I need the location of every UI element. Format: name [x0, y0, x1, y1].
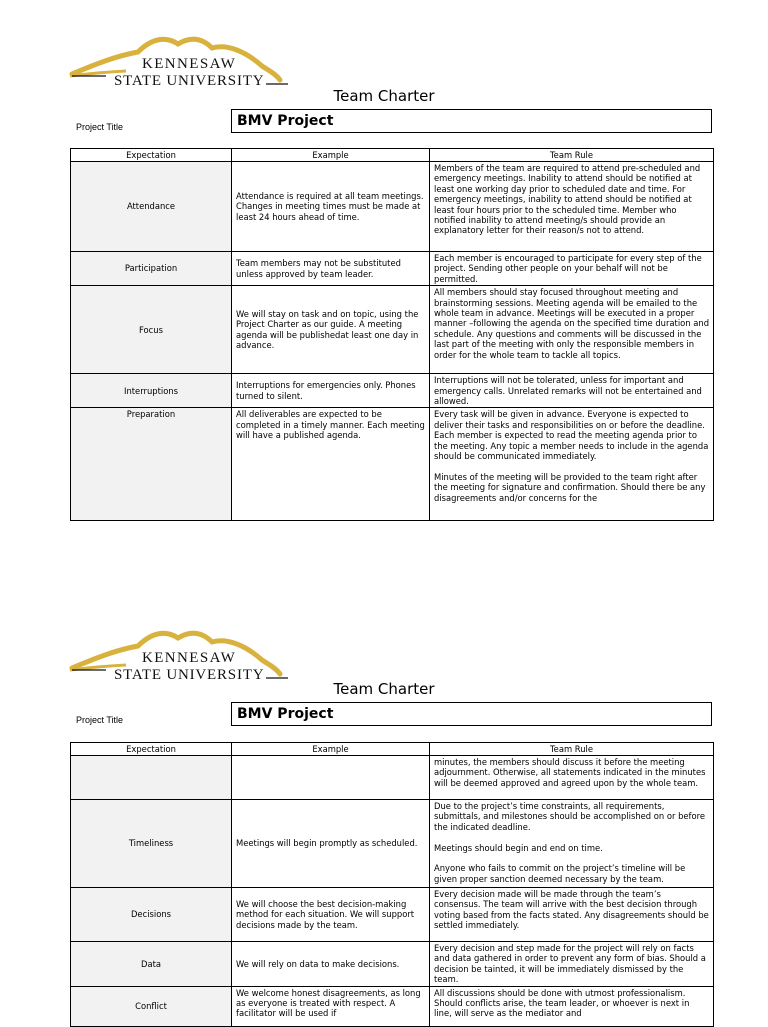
table-row: [71, 252, 714, 286]
expectation-cell: Interruptions: [71, 374, 232, 408]
expectation-cell: Data: [71, 942, 232, 987]
page-title: Team Charter: [333, 87, 435, 105]
project-title-value: BMV Project: [237, 706, 334, 722]
example-cell: Meetings will begin promptly as scheduled.: [232, 800, 430, 888]
team-rule-cell: All members should stay focused throughout meeting and brainstorming sessions. Meeting agenda will be emailed to the whole team in advance. Meetings will be executed in a proper manner –following the agenda on the specified time duration and schedule. Any questions and comments will be discussed in the last part of the meeting with only the responsible members in order for the whole team to tackle all topics.: [430, 286, 714, 374]
team-rule-text: Every task will be given in advance. Everyone is expected to deliver their tasks and responsibilities on or before the deadline. Each member is expected to read the meeting agenda prior to the meeting. Any topic a member needs to include in the agenda should be communicated immediately. Minutes of the meeting will be provided to the team right after the meeting for signature and confirmation. Should there be any disagreements and/or concerns for the: [434, 409, 709, 503]
charter-table: [70, 742, 714, 1027]
team-rule-cell: minutes, the members should discuss it before the meeting adjournment. Otherwise, all statements indicated in the minutes will be deemed approved and agreed upon by the whole team.: [430, 756, 714, 800]
charter-table: [70, 148, 714, 521]
ksu-logo: [66, 628, 296, 684]
team-rule-cell: [430, 408, 714, 521]
project-title-label: Project Title: [76, 122, 124, 132]
team-rule-cell: Due to the project’s time constraints, all requirements, submittals, and milestones should be accomplished on or before the indicated deadline. Meetings should begin and end on time. Anyone who fails to commit on the project’s timeline will be given proper sanction deemed necessary by the team.: [430, 800, 714, 888]
expectation-cell: Decisions: [71, 888, 232, 942]
example-cell: We will choose the best decision-making method for each situation. We will support decisions made by the team.: [232, 888, 430, 942]
expectation-cell: Focus: [71, 286, 232, 374]
project-title-label: Project Title: [76, 715, 124, 725]
table-row: [71, 888, 714, 942]
page-title: Team Charter: [333, 680, 435, 698]
expectation-cell: [71, 756, 232, 800]
header-team-rule: Team Rule: [430, 149, 714, 162]
example-cell: [232, 986, 430, 1026]
team-rule-cell: Every decision and step made for the project will rely on facts and data gathered in order to prevent any form of bias. Should a decision be tainted, it will be immediately dismissed by the team.: [430, 942, 714, 987]
table-row: [71, 162, 714, 252]
project-title-field: [231, 702, 712, 726]
logo-line-1: KENNESAW: [142, 56, 237, 72]
table-row: [71, 942, 714, 987]
table-row: [71, 408, 714, 521]
project-title-field: [231, 109, 712, 133]
ksu-logo: [66, 34, 296, 90]
team-rule-cell: Interruptions will not be tolerated, unless for important and emergency calls. Unrelated remarks will not be entertained and allowed.: [430, 374, 714, 408]
team-rule-cell: [430, 986, 714, 1026]
logo-line-2: STATE UNIVERSITY: [114, 73, 265, 89]
team-rule-cell: Every decision made will be made through the team’s consensus. The team will arrive with the best decision through voting based from the facts stated. Any disagreements should be settled immediately.: [430, 888, 714, 942]
header-example: Example: [232, 743, 430, 756]
table-header-row: [71, 743, 714, 756]
logo-line-1: KENNESAW: [142, 650, 237, 666]
charter-page-2: [0, 594, 768, 1024]
expectation-cell: Attendance: [71, 162, 232, 252]
example-cell: We will rely on data to make decisions.: [232, 942, 430, 987]
example-cell: Team members may not be substituted unless approved by team leader.: [232, 252, 430, 286]
header-expectation: Expectation: [71, 743, 232, 756]
table-row: [71, 374, 714, 408]
expectation-cell: Participation: [71, 252, 232, 286]
example-text: We welcome honest disagreements, as long as everyone is treated with respect. A facilitator will be used if: [236, 987, 421, 1019]
team-rule-text: All discussions should be done with utmost professionalism. Should conflicts arise, the team leader, or whoever is next in line, will serve as the mediator and: [434, 987, 690, 1019]
header-team-rule: Team Rule: [430, 743, 714, 756]
logo-line-2: STATE UNIVERSITY: [114, 667, 265, 683]
example-cell: We will stay on task and on topic, using the Project Charter as our guide. A meeting agenda will be publishedat least one day in advance.: [232, 286, 430, 374]
example-cell: Attendance is required at all team meetings. Changes in meeting times must be made at least 24 hours ahead of time.: [232, 162, 430, 252]
project-title-value: BMV Project: [237, 113, 334, 129]
table-row: [71, 756, 714, 800]
header-example: Example: [232, 149, 430, 162]
header-expectation: Expectation: [71, 149, 232, 162]
example-cell: All deliverables are expected to be completed in a timely manner. Each meeting will have a published agenda.: [232, 408, 430, 521]
table-row: [71, 286, 714, 374]
table-header-row: [71, 149, 714, 162]
table-row: [71, 986, 714, 1026]
team-rule-cell: Each member is encouraged to participate for every step of the project. Sending other people on your behalf will not be permitted.: [430, 252, 714, 286]
expectation-cell: Timeliness: [71, 800, 232, 888]
expectation-cell: Preparation: [71, 408, 232, 521]
example-cell: [232, 756, 430, 800]
expectation-cell: Conflict: [71, 986, 232, 1026]
example-cell: Interruptions for emergencies only. Phones turned to silent.: [232, 374, 430, 408]
team-rule-cell: Members of the team are required to attend pre-scheduled and emergency meetings. Inability to attend should be notified at least one working day prior to scheduled date and time. For emergency meetings, inability to attend should be notified at least four hours prior to the scheduled time. Member who notified inability to attend meeting/s should provide an explanatory letter for their reason/s not to attend.: [430, 162, 714, 252]
table-row: [71, 800, 714, 888]
